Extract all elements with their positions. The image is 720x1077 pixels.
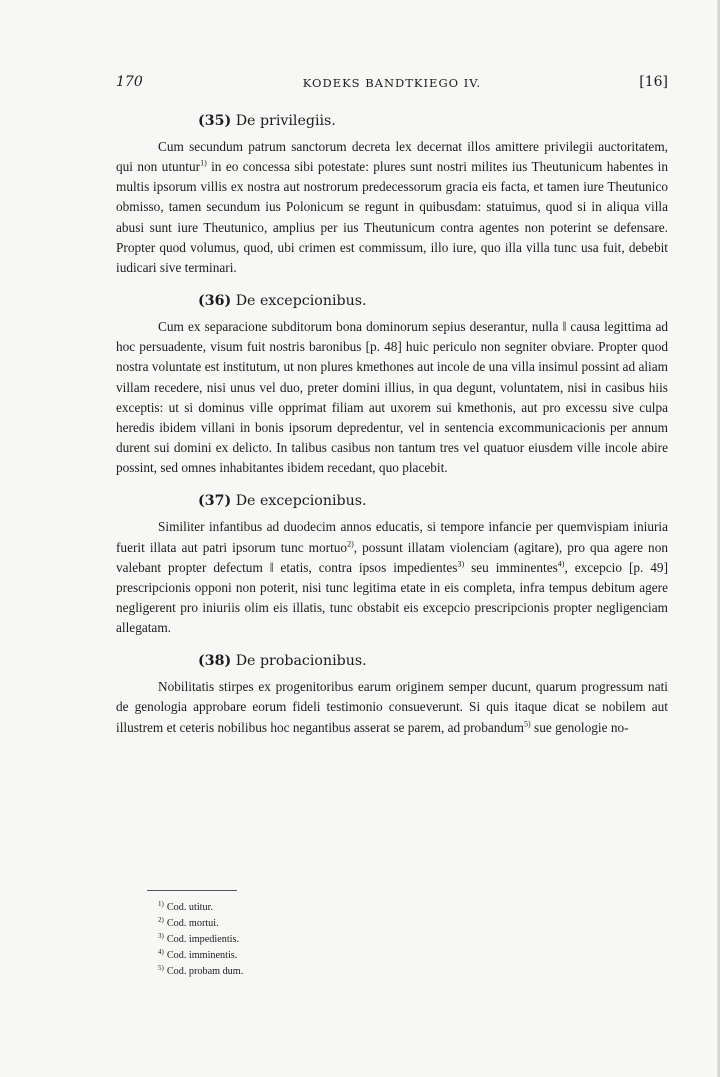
text-segment: Similiter infantibus ad duodecim annos educatis, si tempore infancie per quemvispiam iniuria fuerit illata aut patri ipsorum tunc mortuo (116, 519, 668, 555)
section-paragraph (116, 517, 668, 638)
section-heading (116, 492, 668, 510)
footnote-mark: 5) (158, 963, 164, 972)
text-segment: prescripcionis opponi non poterit, nisi tunc legitima etate in eis completa, infra tempus debitum agere negligerent pro iniuriis olim eis illatis, tunc obstabit eis excepcio prescripcionis propter negligenciam allegatam. (116, 579, 668, 636)
section-paragraph (116, 677, 668, 737)
section-number-label: (35) (198, 113, 232, 129)
footnote-ref: 5) (524, 719, 531, 729)
footnote (158, 900, 458, 916)
section-title: De excepcionibus. (235, 493, 367, 510)
section-heading (116, 292, 668, 310)
running-title: KODEKS BANDTKIEGO IV. (302, 76, 482, 90)
footnote-mark: 3) (158, 931, 164, 940)
footnote (158, 932, 458, 948)
page-marker: [p. 49] (628, 559, 669, 575)
section-paragraph (116, 137, 668, 278)
section-heading (116, 652, 668, 670)
footnote (158, 916, 458, 932)
text-segment: , excepcio (564, 559, 629, 575)
section-paragraph (116, 317, 668, 478)
section-number-label: (37) (198, 493, 232, 510)
main-text (116, 112, 668, 752)
footnote-text: Cod. imminentis. (166, 950, 238, 962)
footnote-mark: 2) (158, 915, 164, 924)
text-segment: in eo concessa sibi potestate: plures sunt nostri milites ius Theutunicum habentes in multis ipsorum villis ex nostra aut nostrorum predecessorum gracia eis facta, et tamen iure Theutunico obmisso, tamen secundum ius Polonicum se regunt in quibusdam: statuimus, quod si in aliqua villa abusi sunt iure Theutunico, amplius per ius Theutunicum contra agentes non poterint se defensare. Propter quod volumus, quod, ubi crimen est commissum, illo iure, quo illa villa tunc usa fuit, debebit iudicari sive terminari. (116, 159, 668, 275)
page-marker: [p. 48] (365, 339, 402, 355)
text-segment: seu imminentes (464, 559, 558, 575)
page-number: 170 (116, 74, 143, 90)
footnote-ref: 2) (347, 539, 354, 549)
section-37 (116, 492, 668, 638)
section-35 (116, 112, 668, 278)
section-title: De privilegiis. (235, 113, 336, 129)
text-segment: Nobilitatis stirpes ex progenitoribus earum originem semper ducunt, quarum progressum nati de genologia approbare eorum fideli testimonio consueverunt. Si quis itaque dicat se nobilem aut illustrem et ceteris nobilibus hoc negantibus asserat se parem, ad probandum (116, 679, 668, 735)
text-segment: Cum ex separacione subditorum bona dominorum sepius deserantur, nulla ‖ causa legittima ad hoc persuadente, visum fuit nostris baronibus (116, 319, 668, 355)
footnote-text: Cod. utitur. (166, 902, 213, 913)
section-36 (116, 292, 668, 478)
footnote-text: Cod. impedientis. (166, 934, 240, 946)
footnote (158, 964, 458, 980)
section-38 (116, 652, 668, 737)
footnote-mark: 1) (158, 899, 164, 908)
text-segment: , possunt illatam violenciam (agitare), pro qua agere non valebant propter defectum ‖ etatis, contra ipsos impedientes (116, 539, 669, 575)
text-segment: Cum secundum patrum sanctorum decreta lex decernat illos amittere privilegii auctoritatem, qui non utuntur (116, 139, 668, 175)
section-title: De excepcionibus. (235, 293, 367, 310)
text-segment: huic periculo non segniter obviare. Propter quod nostra voluntate est institutum, ut non plures kmethones aut incole de una villa insimul possint ad aliam villam recedere, nisi unus vel duo, preter domini illius, in qua degunt, voluntatem, nisi in casibus hiis exceptis: ut si dominus ville opprimat filiam aut uxorem sui kmethonis, aut pro excessu sive culpa heredis ibidem villani in bonis ipsorum depredentur, vel in sentencia excommunicacionis per annum durent sui domini ex delicto. In talibus casibus non tantum tres vel quatuor eiusdem ville incole abire possint, sed omnes inhabitantes ibidem recedant, quo placebit. (116, 339, 669, 476)
footnote-ref: 1) (200, 158, 207, 168)
footnote-ref: 3) (457, 559, 465, 569)
section-title: De probacionibus. (235, 653, 367, 670)
footnote (158, 948, 458, 964)
running-header (116, 74, 668, 94)
text-segment: sue genologie no- (530, 719, 629, 735)
footnote-mark: 4) (158, 947, 164, 956)
footnote-rule (147, 890, 237, 891)
footnote-ref: 4) (557, 559, 565, 569)
footnote-text: Cod. mortui. (166, 918, 219, 930)
footnotes (158, 900, 458, 980)
section-heading (116, 112, 668, 130)
section-number-label: (38) (198, 653, 232, 670)
section-number-label: (36) (198, 293, 232, 310)
footnote-text: Cod. probam dum. (166, 966, 244, 978)
section-number: [16] (639, 74, 668, 90)
